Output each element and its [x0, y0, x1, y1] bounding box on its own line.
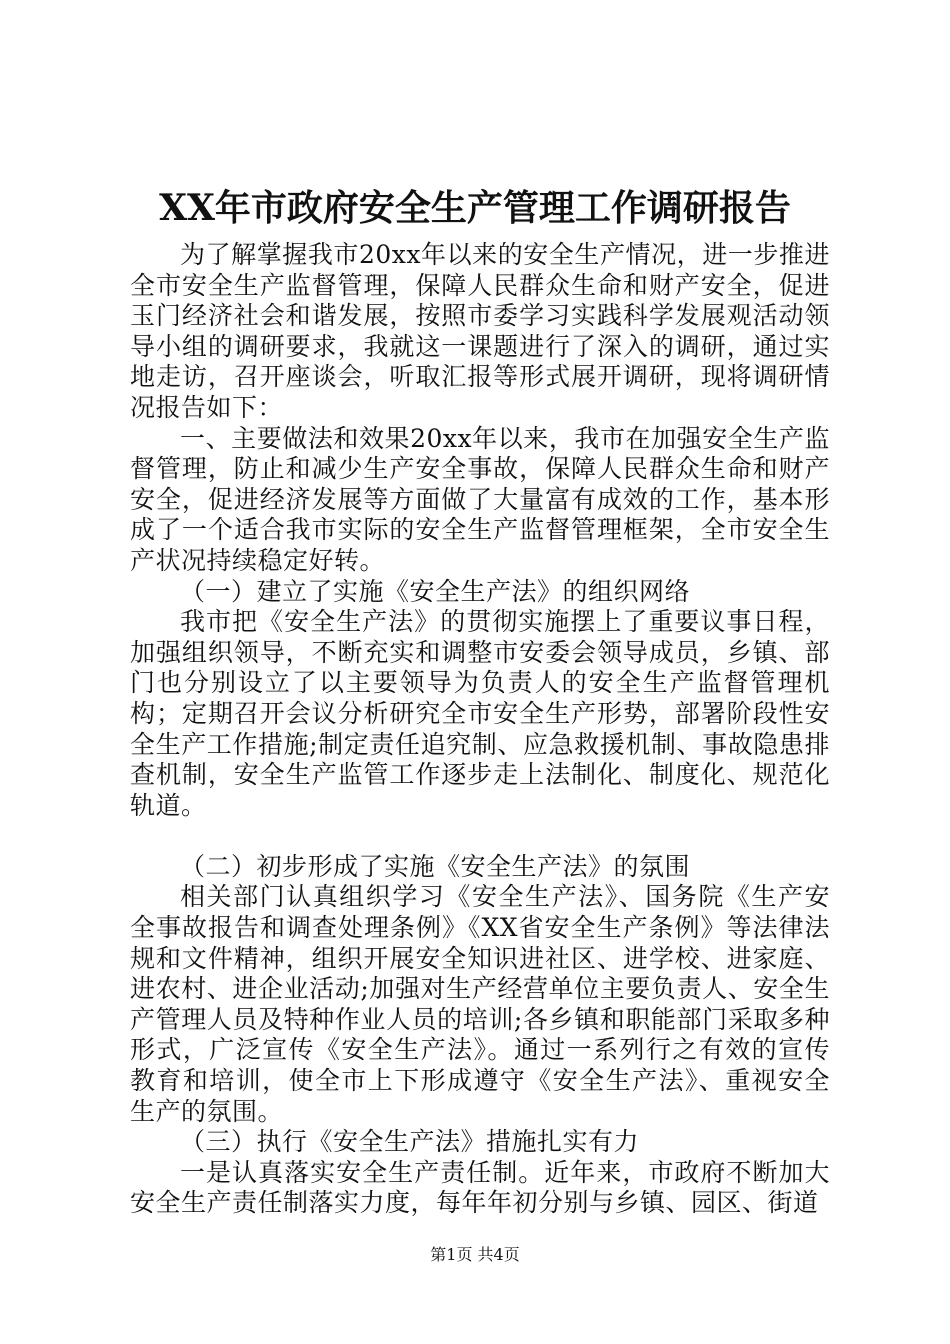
page-footer [0, 1244, 950, 1266]
paragraph-spacer [130, 821, 830, 852]
paragraph-atmosphere: 相关部门认真组织学习《安全生产法》、国务院《生产安全事故报告和调查处理条例》《XX省安全生产条例》等法律法规和文件精神，组织开展安全知识进社区、进学校、进家庭、进农村、进企业活动;加强对生产经营单位主要负责人、安全生产管理人员及特种作业人员的培训;各乡镇和职能部门采取多种形式，广泛宣传《安全生产法》。通过一系列行之有效的宣传教育和培训，使全市上下形成遵守《安全生产法》、重视安全生产的氛围。 [130, 882, 830, 1126]
page-number: 第1页 [430, 1245, 473, 1264]
subheading-one: （一）建立了实施《安全生产法》的组织网络 [180, 576, 691, 606]
document-title: XX年市政府安全生产管理工作调研报告 [159, 187, 791, 229]
document-body [130, 240, 830, 1219]
page-total: 共4页 [477, 1245, 520, 1264]
paragraph-intro: 为了解掌握我市20xx年以来的安全生产情况，进一步推进全市安全生产监督管理，保障人民群众生命和财产安全，促进玉门经济社会和谐发展，按照市委学习实践科学发展观活动领导小组的调研要求，我就这一课题进行了深入的调研，通过实地走访，召开座谈会，听取汇报等形式展开调研，现将调研情况报告如下： [130, 240, 830, 422]
paragraph-measures: 一是认真落实安全生产责任制。近年来，市政府不断加大安全生产责任制落实力度，每年年初分别与乡镇、园区、街道 [130, 1157, 830, 1218]
subheading-two: （二）初步形成了实施《安全生产法》的氛围 [180, 851, 691, 881]
paragraph-section-one: 一、主要做法和效果20xx年以来，我市在加强安全生产监督管理，防止和减少生产安全事故，保障人民群众生命和财产安全，促进经济发展等方面做了大量富有成效的工作，基本形成了一个适合我市实际的安全生产监督管理框架，全市安全生产状况持续稳定好转。 [130, 423, 830, 575]
subheading-three: （三）执行《安全生产法》措施扎实有力 [180, 1127, 640, 1157]
paragraph-organization: 我市把《安全生产法》的贯彻实施摆上了重要议事日程，加强组织领导，不断充实和调整市安委会领导成员，乡镇、部门也分别设立了以主要领导为负责人的安全生产监督管理机构；定期召开会议分析研究全市安全生产形势，部署阶段性安全生产工作措施;制定责任追究制、应急救援机制、事故隐患排查机制，安全生产监管工作逐步走上法制化、制度化、规范化轨道。 [130, 607, 830, 820]
